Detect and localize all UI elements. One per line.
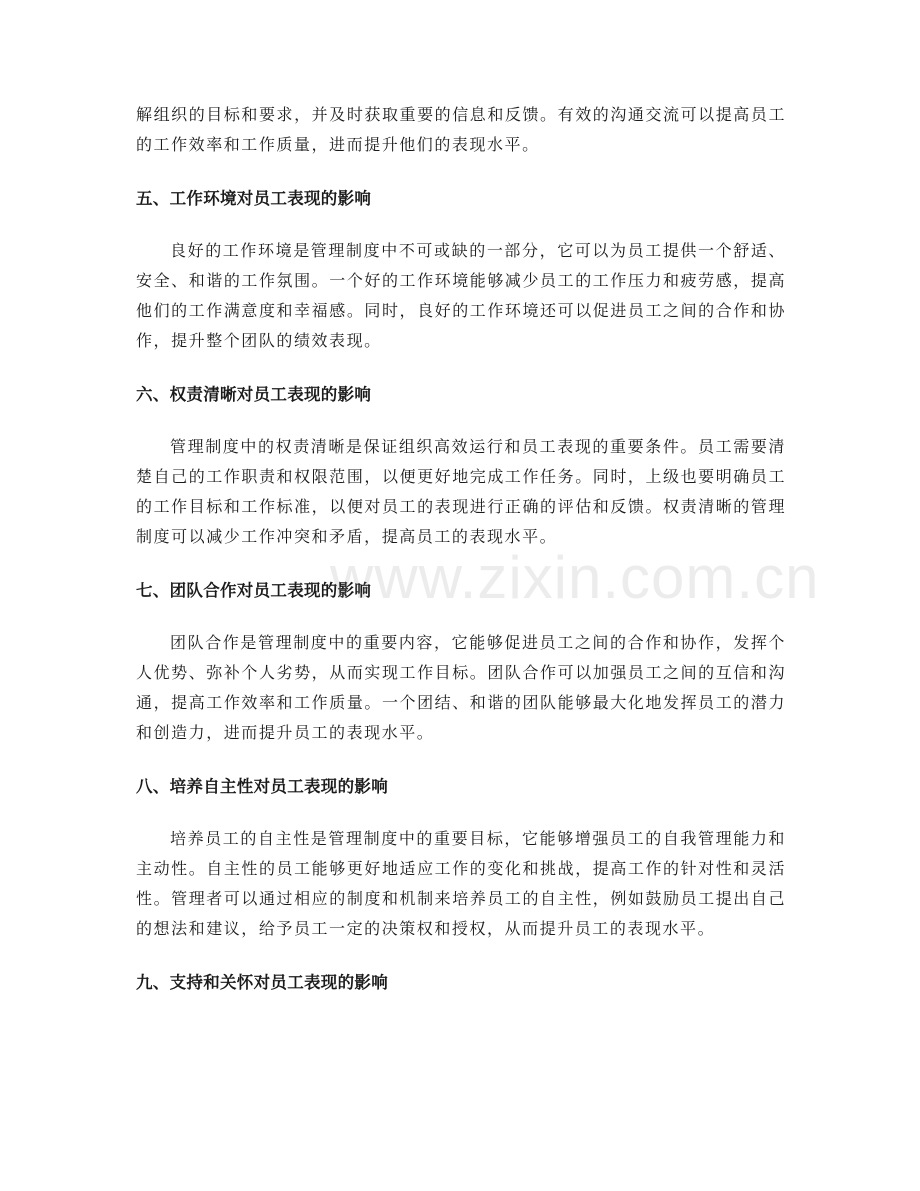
section-paragraph-8: 培养员工的自主性是管理制度中的重要目标，它能够增强员工的自我管理能力和主动性。自主性的员工能够更好地适应工作的变化和挑战，提高工作的针对性和灵活性。管理者可以通过相应的制度和机制来培养员工的自主性，例如鼓励员工提出自己的想法和建议，给予员工一定的决策权和授权，从而提升员工的表现水平。 <box>136 829 786 938</box>
intro-paragraph: 解组织的目标和要求，并及时获取重要的信息和反馈。有效的沟通交流可以提高员工的工作效率和工作质量，进而提升他们的表现水平。 <box>136 105 786 154</box>
document-body <box>136 100 786 998</box>
section-paragraph-5: 良好的工作环境是管理制度中不可或缺的一部分，它可以为员工提供一个舒适、安全、和谐的工作氛围。一个好的工作环境能够减少员工的工作压力和疲劳感，提高他们的工作满意度和幸福感。同时，良好的工作环境还可以促进员工之间的合作和协作，提升整个团队的绩效表现。 <box>136 241 786 350</box>
section-heading-6: 六、权责清晰对员工表现的影响 <box>136 385 372 404</box>
section-paragraph-6: 管理制度中的权责清晰是保证组织高效运行和员工表现的重要条件。员工需要清楚自己的工作职责和权限范围，以便更好地完成工作任务。同时，上级也要明确员工的工作目标和工作标准，以便对员工的表现进行正确的评估和反馈。权责清晰的管理制度可以减少工作冲突和矛盾，提高员工的表现水平。 <box>136 437 786 546</box>
section-heading-5: 五、工作环境对员工表现的影响 <box>136 189 372 208</box>
section-paragraph-7: 团队合作是管理制度中的重要内容，它能够促进员工之间的合作和协作，发挥个人优势、弥补个人劣势，从而实现工作目标。团队合作可以加强员工之间的互信和沟通，提高工作效率和工作质量。一个团结、和谐的团队能够最大化地发挥员工的潜力和创造力，进而提升员工的表现水平。 <box>136 633 786 742</box>
section-heading-9: 九、支持和关怀对员工表现的影响 <box>136 973 388 992</box>
watermark: www.zixin.com.cn <box>330 544 820 611</box>
section-heading-7: 七、团队合作对员工表现的影响 <box>136 581 372 600</box>
section-heading-8: 八、培养自主性对员工表现的影响 <box>136 777 388 796</box>
